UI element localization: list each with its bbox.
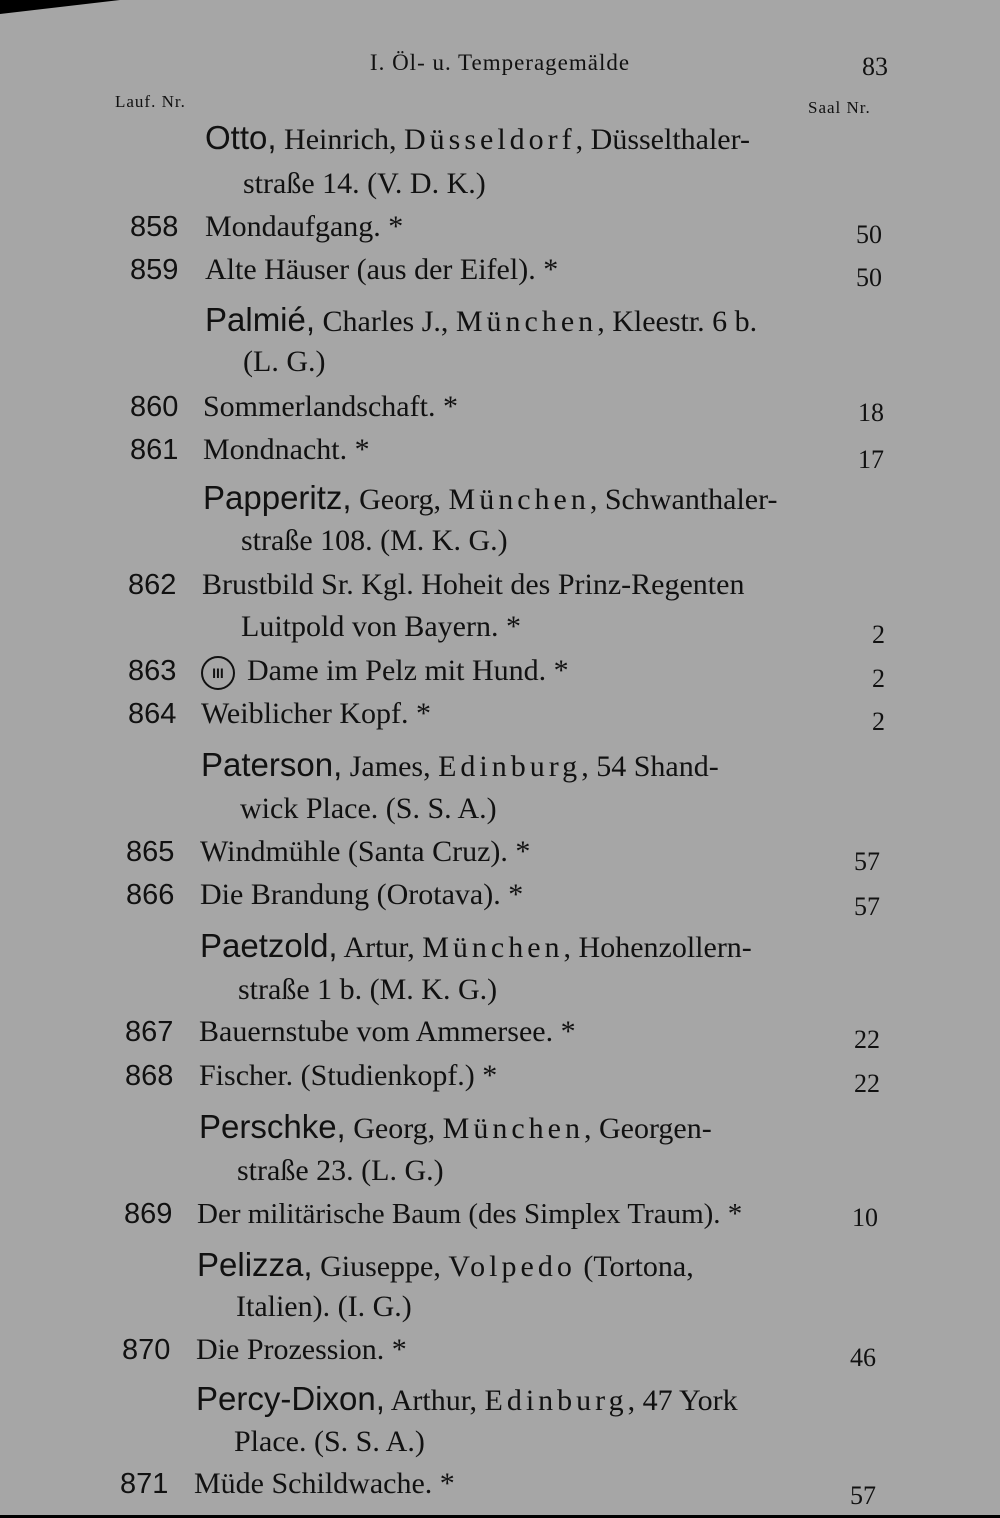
artist-entry-continuation bbox=[0, 787, 1000, 831]
artist-address-continued: Italien). (I. G.) bbox=[236, 1290, 412, 1323]
artist-entry bbox=[0, 476, 1000, 520]
artist-firstname: Charles J., bbox=[315, 305, 456, 338]
artwork-title: Brustbild Sr. Kgl. Hoheit des Prinz-Regenten bbox=[202, 568, 745, 601]
artist-firstname: Heinrich, bbox=[276, 123, 404, 156]
list-item bbox=[0, 1010, 1000, 1054]
column-header-lauf-nr: Lauf. Nr. bbox=[115, 92, 186, 111]
artwork-title: Fischer. (Studienkopf.) * bbox=[199, 1059, 498, 1092]
artist-name: Paterson, bbox=[201, 746, 343, 783]
lauf-number: 866 bbox=[126, 879, 175, 911]
artwork-title: Alte Häuser (aus der Eifel). * bbox=[205, 253, 559, 286]
lauf-number: 868 bbox=[125, 1060, 174, 1092]
artwork-title: Windmühle (Santa Cruz). * bbox=[200, 835, 531, 868]
artist-address: , Hohenzollern- bbox=[563, 931, 752, 964]
lauf-number: 869 bbox=[124, 1198, 173, 1230]
artist-address-continued: straße 1 b. (M. K. G.) bbox=[238, 973, 498, 1006]
running-title: I. Öl- u. Temperagemälde bbox=[369, 50, 631, 75]
artist-firstname: James, bbox=[342, 750, 439, 783]
saal-number: 57 bbox=[850, 1481, 876, 1510]
saal-number: 50 bbox=[856, 220, 882, 249]
artist-address-continued: wick Place. (S. S. A.) bbox=[240, 792, 497, 825]
saal-number: 18 bbox=[858, 398, 884, 427]
artist-entry-continuation bbox=[0, 1285, 1000, 1329]
list-item bbox=[0, 1328, 1000, 1372]
saal-number: 17 bbox=[858, 445, 884, 474]
artist-address-continued: straße 14. (V. D. K.) bbox=[243, 167, 486, 200]
artist-address-continued: straße 108. (M. K. G.) bbox=[241, 524, 508, 557]
list-item bbox=[0, 1054, 1000, 1098]
artist-city: Edinburg bbox=[484, 1384, 628, 1417]
list-item bbox=[0, 692, 1000, 736]
artwork-title: Mondaufgang. * bbox=[205, 210, 404, 243]
column-header-saal-nr: Saal Nr. bbox=[808, 98, 871, 117]
saal-number: 22 bbox=[854, 1069, 880, 1098]
artist-city: Volpedo bbox=[448, 1250, 576, 1283]
artist-entry-continuation bbox=[0, 1149, 1000, 1193]
artwork-title: Müde Schildwache. * bbox=[194, 1467, 455, 1500]
artist-address: , 47 York bbox=[627, 1384, 738, 1417]
artwork-title: Dame im Pelz mit Hund. * bbox=[247, 654, 569, 687]
list-item bbox=[0, 205, 1000, 249]
saal-number: 2 bbox=[872, 664, 885, 693]
list-item bbox=[0, 830, 1000, 874]
artist-entry bbox=[0, 1377, 1000, 1421]
artist-name: Otto, bbox=[205, 119, 277, 156]
artist-address: , Düsselthaler- bbox=[575, 123, 751, 156]
artist-entry-continuation bbox=[0, 968, 1000, 1012]
artist-name: Palmié, bbox=[205, 301, 316, 338]
artist-address-continued: (L. G.) bbox=[243, 345, 326, 378]
lauf-number: 864 bbox=[128, 698, 177, 730]
artist-name: Perschke, bbox=[199, 1108, 346, 1145]
artist-address-continued: Place. (S. S. A.) bbox=[234, 1425, 425, 1458]
lauf-number: 865 bbox=[126, 836, 175, 868]
artwork-title: Die Prozession. * bbox=[196, 1333, 407, 1366]
artist-address: , 54 Shand- bbox=[581, 750, 719, 783]
artist-firstname: Artur, bbox=[337, 931, 423, 964]
artist-address: , Schwanthaler- bbox=[589, 483, 778, 516]
artist-address: (Tortona, bbox=[575, 1250, 694, 1283]
artist-address-continued: straße 23. (L. G.) bbox=[237, 1154, 444, 1187]
lauf-number: 858 bbox=[130, 211, 179, 243]
artist-firstname: Arthur, bbox=[384, 1384, 485, 1417]
list-item bbox=[0, 1192, 1000, 1236]
list-item-continuation bbox=[0, 605, 1000, 649]
artist-entry bbox=[0, 1243, 1000, 1287]
artist-firstname: Georg, bbox=[351, 483, 449, 516]
saal-number: 10 bbox=[852, 1203, 878, 1232]
artwork-title: Die Brandung (Orotava). * bbox=[200, 878, 524, 911]
saal-number: 2 bbox=[872, 620, 885, 649]
artist-address: , Kleestr. 6 b. bbox=[597, 305, 758, 338]
artist-city: München bbox=[442, 1112, 584, 1145]
artist-entry-continuation bbox=[0, 340, 1000, 384]
artist-city: München bbox=[422, 931, 564, 964]
artist-firstname: Georg, bbox=[345, 1112, 443, 1145]
list-item bbox=[0, 649, 1000, 693]
artwork-title: Mondnacht. * bbox=[203, 433, 370, 466]
list-item bbox=[0, 873, 1000, 921]
scan-edge bbox=[0, 0, 120, 14]
page-number: 83 bbox=[862, 52, 888, 81]
artist-entry bbox=[0, 298, 1000, 342]
artist-entry bbox=[0, 924, 1000, 968]
artist-firstname: Giuseppe, bbox=[312, 1250, 449, 1283]
lauf-number: 861 bbox=[130, 434, 179, 466]
artist-address: , Georgen- bbox=[583, 1112, 712, 1145]
artist-name: Pelizza, bbox=[197, 1246, 313, 1283]
lauf-number: 862 bbox=[128, 569, 177, 601]
lauf-number: 863 bbox=[128, 655, 177, 687]
artwork-title: Sommerlandschaft. * bbox=[203, 390, 458, 423]
saal-number: 57 bbox=[854, 847, 880, 876]
list-item bbox=[0, 563, 1000, 607]
artwork-title-continued: Luitpold von Bayern. * bbox=[241, 610, 521, 643]
artist-name: Paetzold, bbox=[200, 927, 338, 964]
artist-entry-continuation bbox=[0, 519, 1000, 563]
artwork-title: Der militärische Baum (des Simplex Traum). * bbox=[197, 1198, 743, 1230]
artist-entry bbox=[0, 1105, 1000, 1149]
lauf-number: 867 bbox=[125, 1016, 174, 1048]
lauf-number: 860 bbox=[130, 391, 179, 423]
artist-name: Percy-Dixon, bbox=[196, 1380, 385, 1417]
roman-numeral-badge-icon: III bbox=[201, 656, 235, 690]
artwork-title: Weiblicher Kopf. * bbox=[201, 697, 432, 730]
saal-number: 46 bbox=[850, 1343, 876, 1372]
artist-city: Düsseldorf bbox=[404, 123, 576, 156]
artist-entry-continuation bbox=[0, 1420, 1000, 1464]
artist-city: Edinburg bbox=[438, 750, 582, 783]
list-item bbox=[0, 428, 1000, 472]
artist-city: München bbox=[448, 483, 590, 516]
list-item bbox=[0, 248, 1000, 292]
saal-number: 50 bbox=[856, 263, 882, 292]
saal-number: 57 bbox=[854, 892, 880, 921]
artist-entry bbox=[0, 743, 1000, 787]
list-item bbox=[0, 385, 1000, 429]
artist-name: Papperitz, bbox=[203, 479, 352, 516]
artist-entry-continuation bbox=[0, 162, 1000, 206]
lauf-number: 859 bbox=[130, 254, 179, 286]
artist-city: München bbox=[455, 305, 598, 338]
artwork-title: Bauernstube vom Ammersee. * bbox=[199, 1015, 576, 1048]
saal-number: 22 bbox=[854, 1025, 880, 1054]
saal-number: 2 bbox=[872, 707, 885, 736]
artist-entry bbox=[0, 116, 1000, 160]
list-item bbox=[0, 1462, 1000, 1510]
lauf-number: 870 bbox=[122, 1334, 171, 1366]
lauf-number: 871 bbox=[120, 1468, 169, 1500]
